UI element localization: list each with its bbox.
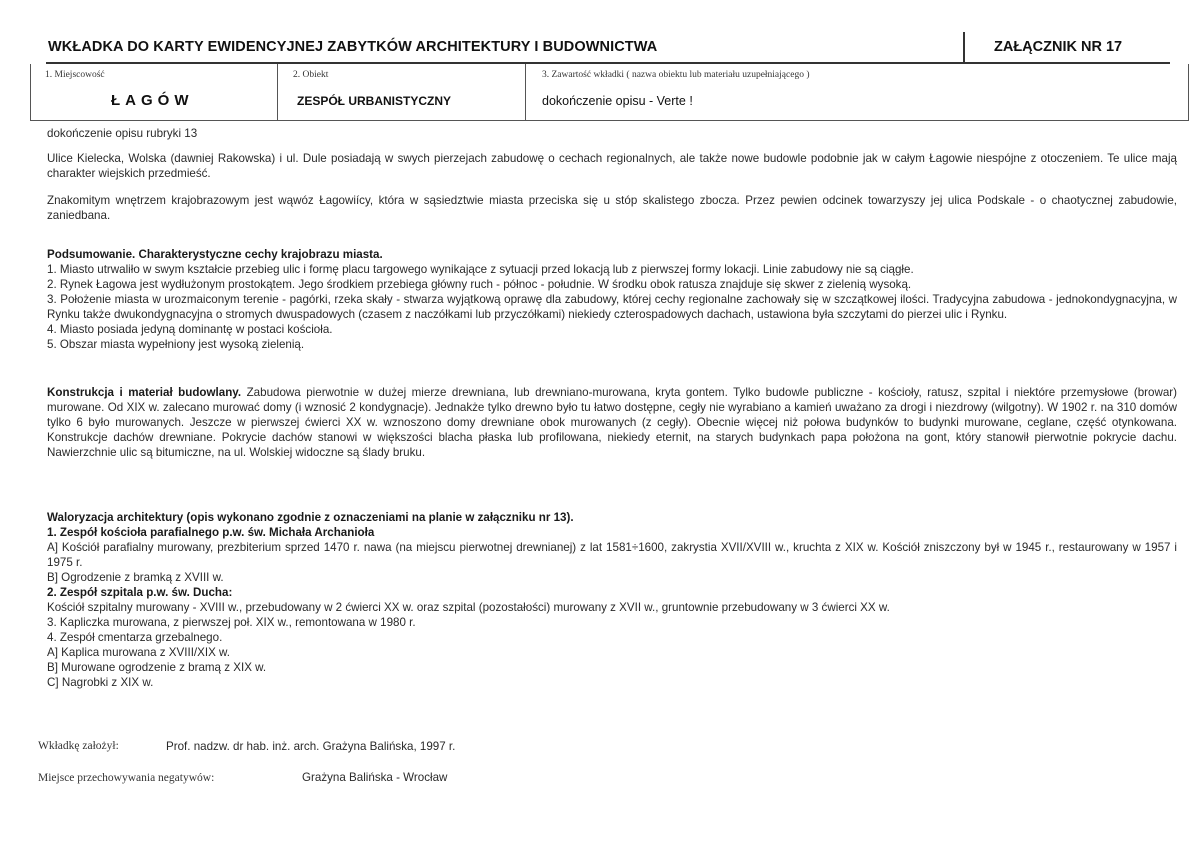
header [46,32,1166,62]
church-item-a: A] Kościół parafialny murowany, prezbiterium sprzed 1470 r. nawa (na miejscu pierwotnej drewnianej) z lat 1581÷1600, zakrystia XVII/XVIII w., kruchta z XIX w. Kościół zniszczony był w 1945 r., restaurowany w 1957 i 1975 r. [47,541,1177,569]
storage-value: Grażyna Balińska - Wrocław [302,771,448,784]
header-divider [963,32,965,62]
intro-heading-text: dokończenie opisu rubryki 13 [47,127,198,140]
object-box [277,64,526,121]
summary-section [47,247,1177,352]
chapel-item: 3. Kapliczka murowana, z pierwszej poł. XIX w., remontowana w 1980 r. [47,616,416,629]
intro-paragraph-1 [47,151,1177,181]
intro-heading [47,126,1177,141]
summary-item-4: 4. Miasto posiada jedyną dominantę w postaci kościoła. [47,323,333,336]
content-label: 3. Zawartość wkładki ( nazwa obiektu lub materiału uzupełniającego ) [542,70,810,80]
content-value: dokończenie opisu - Verte ! [542,94,693,108]
annex-number: ZAŁĄCZNIK NR 17 [994,39,1123,55]
object-value: ZESPÓŁ URBANISTYCZNY [297,94,452,108]
construction-paragraph [47,385,1177,460]
document-title: WKŁADKA DO KARTY EWIDENCYJNEJ ZABYTKÓW ARCHITEKTURY I BUDOWNICTWA [48,39,658,55]
intro-paragraph-2 [47,193,1177,223]
place-label: 1. Miejscowość [45,70,105,80]
valorization-heading: Waloryzacja architektury (opis wykonano zgodnie z oznaczeniami na planie w załączniku nr 13). [47,511,574,524]
summary-item-2: 2. Rynek Łagowa jest wydłużonym prostokątem. Jego środkiem przebiega główny ruch - północ - południe. W środku obok ratusza znajduje się skwer z zielenią wysoką. [47,278,912,291]
hospital-group-heading: 2. Zespół szpitala p.w. św. Ducha: [47,586,233,599]
author-label: Wkładkę założył: [38,740,119,752]
author-value: Prof. nadzw. dr hab. inż. arch. Grażyna Balińska, 1997 r. [166,740,456,753]
summary-item-5: 5. Obszar miasta wypełniony jest wysoką zielenią. [47,338,305,351]
place-value: ŁAGÓW [111,92,194,109]
church-item-b: B] Ogrodzenie z bramką z XVIII w. [47,571,224,584]
construction-text: Zabudowa pierwotnie w dużej mierze drewniana, lub drewniano-murowana, kryta gontem. Tylko budowle publiczne - kościoły, ratusz, szpital i niektóre przemysłowe (browar) murowane. Od XIX w. zalecano murować domy (i wznosić 2 kondygnacje). Jednakże tylko drewno było tu łatwo dostępne, cegły nie wyrabiano a kamień uważano za drogi i niezdrowy (wilgotny). W 1902 r. na 310 domów tylko 6 było murowanych. Jeszcze w pierwszej ćwierci XX w. wznoszono domy drewniane obok murowanych (z cegły). Obecnie więcej niż połowa budynków to budynki murowane, ceglane, część otynkowana. Konstrukcje dachów drewniane. Pokrycie dachów stanowi w większości blacha płaska lub profilowana, niekiedy eternit, na starych budynkach papa położona na gont, który stanowił pierwotnie pokrycie dachu. Nawierzchnie ulic są bitumiczne, na ul. Wolskiej widoczne są ślady bruku. [47,386,1178,459]
cemetery-item-a: A] Kaplica murowana z XVIII/XIX w. [47,646,231,659]
construction-heading: Konstrukcja i materiał budowlany. [47,386,242,399]
storage-label: Miejsce przechowywania negatywów: [38,772,215,784]
intro-para1-text: Ulice Kielecka, Wolska (dawniej Rakowska) i ul. Dule posiadają w swych pierzejach zabudowę o cechach regionalnych, ale także nowe budowle podobnie jak w całym Łagowie niespójne z otoczeniem. Te ulice mają charakter wiejskich przedmieść. [47,152,1177,180]
summary-item-1: 1. Miasto utrwaliło w swym kształcie przebieg ulic i formę placu targowego wynikające z sytuacji przed lokacją lub z pierwszej formy lokacji. Linie zabudowy nie są ciągłe. [47,263,914,276]
intro-para2-text: Znakomitym wnętrzem krajobrazowym jest wąwóz Łagowiícy, która w sąsiedztwie miasta przeciska się u stóp skalistego zbocza. Przez pewien odcinek towarzyszy jej ulica Podskale - o chaotycznej zabudowie, zaniedbana. [47,194,1177,222]
object-label: 2. Obiekt [293,70,329,80]
place-box [30,64,278,121]
cemetery-item-b: B] Murowane ogrodzenie z bramą z XIX w. [47,661,267,674]
cemetery-item-c: C] Nagrobki z XIX w. [47,676,154,689]
content-box [526,64,1189,121]
summary-item-3: 3. Położenie miasta w urozmaiconym terenie - pagórki, rzeka skały - stwarza wyjątkową oprawę dla zabudowy, której cechy regionalne zachowały się w szczątkowej ilości. Tradycyjna zabudowa - jednokondygnacyjna, w Rynku także dwukondygnacyjna o stromych dwuspadowych (czasem z naczółkami lub przyczółkami) niekiedy czterospadowych dachach, ustawiona była szczytami do pierzei ulic i Rynku. [47,293,1177,321]
hospital-group-text: Kościół szpitalny murowany - XVIII w., przebudowany w 2 ćwierci XX w. oraz szpital (pozostałości) murowany z XVII w., gruntownie przebudowany w 3 ćwierci XX w. [47,601,890,614]
cemetery-group-heading: 4. Zespół cmentarza grzebalnego. [47,631,223,644]
construction-section [47,385,1177,460]
church-group-heading: 1. Zespół kościoła parafialnego p.w. św. Michała Archanioła [47,526,375,539]
valorization-section [47,510,1177,690]
summary-heading: Podsumowanie. Charakterystyczne cechy krajobrazu miasta. [47,248,383,261]
